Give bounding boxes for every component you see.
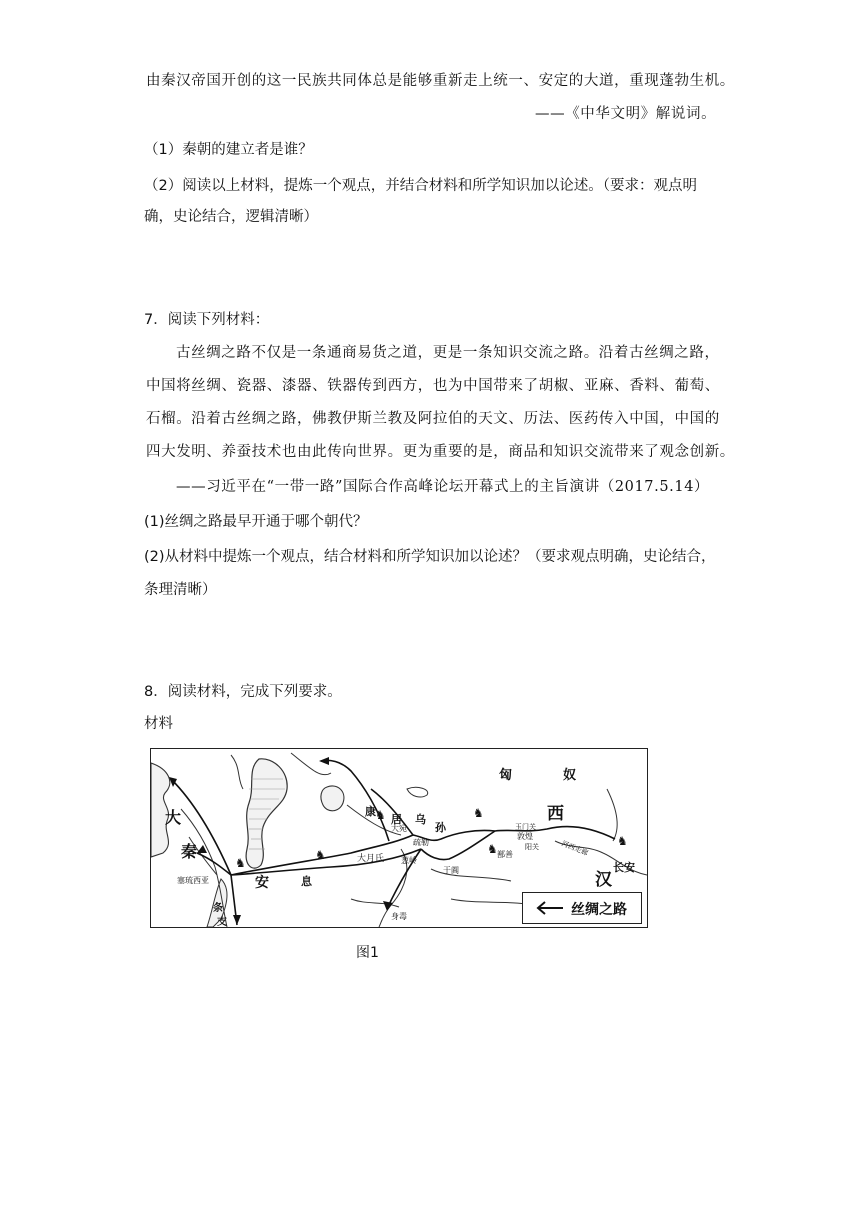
- map-label-zhi: 支: [217, 917, 227, 927]
- svg-text:♞: ♞: [617, 834, 628, 848]
- svg-text:♞: ♞: [473, 806, 484, 820]
- q7-subquestion-2-line-2: 条理清晰）: [144, 582, 217, 598]
- svg-text:♞: ♞: [235, 856, 246, 870]
- q8-heading: 8．阅读材料，完成下列要求。: [144, 684, 342, 700]
- q6-subquestion-2-line-1: （2）阅读以上材料，提炼一个观点，并结合材料和所学知识加以论述。（要求：观点明: [144, 178, 697, 194]
- map-label-han: 汉: [595, 870, 612, 890]
- map-label-shendu: 身毒: [391, 912, 407, 921]
- map-label-congling: 葱岭: [401, 856, 417, 865]
- map-label-xiongnu-2: 奴: [563, 768, 577, 783]
- caspian-sea: [246, 759, 287, 868]
- map-label-dayuezhi: 大月氏: [357, 854, 385, 864]
- map-label-yumenguan: 玉门关: [515, 823, 536, 831]
- camel-icons: [235, 806, 628, 870]
- map-label-shule: 疏勒: [413, 838, 429, 847]
- q7-heading: 7．阅读下列材料：: [144, 312, 270, 328]
- map-label-yutian: 于阗: [443, 866, 459, 875]
- q7-material-line-4: 四大发明、养蚕技术也由此传向世界。更为重要的是，商品和知识交流带来了观念创新。: [146, 444, 735, 460]
- left-arrow-icon: [535, 901, 563, 915]
- aral-sea: [321, 786, 344, 811]
- map-label-xiongnu-1: 匈: [499, 768, 513, 783]
- q6-subquestion-1: （1）秦朝的建立者是谁？: [144, 142, 313, 158]
- map-label-kangju-2: 居: [391, 813, 402, 826]
- q7-material-line-3: 石榴。沿着古丝绸之路，佛教伊斯兰教及阿拉伯的天文、历法、医药传入中国，中国的: [146, 411, 720, 427]
- map-label-seleucia: 塞琉西亚: [177, 876, 209, 885]
- map-label-tiao: 条: [213, 903, 223, 914]
- map-label-xi: 西: [547, 804, 564, 824]
- map-label-shanshan: 鄯善: [497, 850, 513, 859]
- q6-subquestion-2-line-2: 确，史论结合，逻辑清晰）: [144, 209, 318, 225]
- map-label-kangju-1: 康: [365, 805, 376, 818]
- map-label-wusun-2: 孙: [435, 821, 446, 834]
- svg-text:♞: ♞: [315, 848, 326, 862]
- map-label-yangguan: 阳关: [525, 843, 539, 851]
- q7-source: ——习近平在“一带一路”国际合作高峰论坛开幕式上的主旨演讲（2017.5.14）: [176, 479, 710, 495]
- balkhash-lake: [407, 787, 428, 797]
- svg-text:♞: ♞: [487, 842, 498, 856]
- map-label-changan: 长安: [613, 861, 635, 874]
- map-label-xi2: 息: [301, 875, 312, 888]
- q6-material-tail: 由秦汉帝国开创的这一民族共同体总是能够重新走上统一、安定的大道，重现蓬勃生机。: [146, 73, 735, 89]
- map-label-wusun-1: 乌: [415, 813, 426, 826]
- q8-material-label: 材料: [144, 716, 173, 732]
- q7-subquestion-2-line-1: (2)从材料中提炼一个观点，结合材料和所学知识加以论述？（要求观点明确，史论结合，: [144, 549, 716, 565]
- q7-material-line-1: 古丝绸之路不仅是一条通商易货之道，更是一条知识交流之路。沿着古丝绸之路，: [176, 345, 720, 361]
- map-label-dawan: 大宛: [391, 824, 407, 833]
- map-label-dunhuang: 敦煌: [517, 832, 533, 841]
- map-label-da: 大: [165, 808, 182, 827]
- q7-subquestion-1: (1)丝绸之路最早开通于哪个朝代？: [144, 514, 368, 530]
- map-label-qin: 秦: [181, 842, 198, 861]
- svg-text:♞: ♞: [375, 808, 386, 822]
- figure-caption: 图1: [356, 945, 379, 961]
- q7-material-line-2: 中国将丝绸、瓷器、漆器、铁器传到西方，也为中国带来了胡椒、亚麻、香料、葡萄、: [146, 378, 720, 394]
- map-legend: [522, 892, 642, 924]
- q6-source: ——《中华文明》解说词。: [535, 106, 717, 122]
- map-label-an: 安: [255, 875, 269, 891]
- map-label-hexi: 河西走廊: [560, 839, 590, 858]
- legend-label: 丝绸之路: [571, 902, 627, 918]
